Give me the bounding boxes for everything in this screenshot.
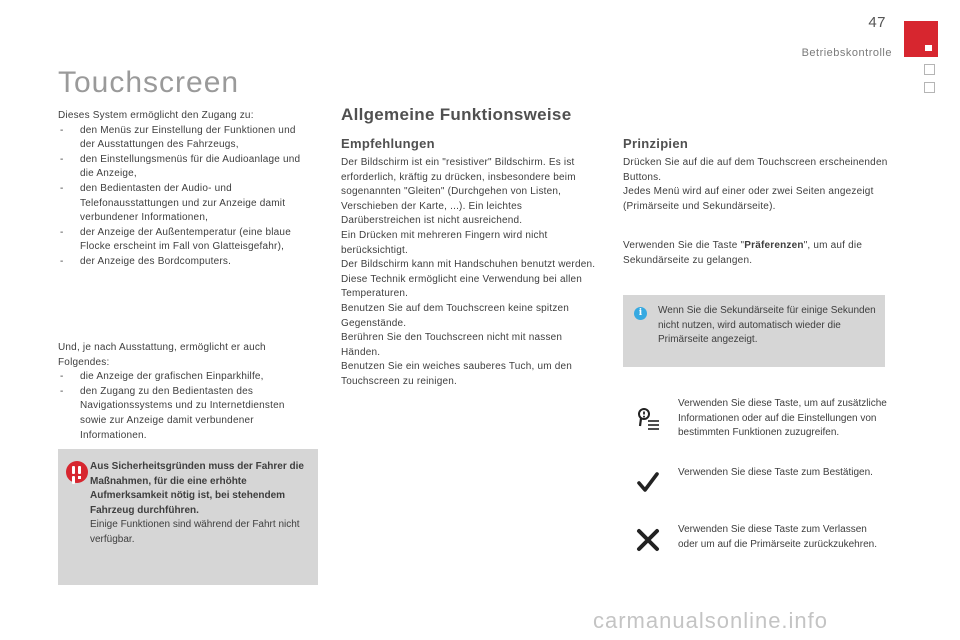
paragraph: Benutzen Sie auf dem Touchscreen keine spitzen Gegenstände. [341,302,570,329]
checkmark-icon [635,470,661,496]
paragraph: Der Bildschirm ist ein "resistiver" Bildschirm. Es ist erforderlich, kräftig zu drücken, insbesondere beim sogenannten "Gleiten" (Durchgehen von Listen, Verschieben der Karte, ...). Ein leichtes Darüberstreichen ist nicht ausreichend. [341,157,576,227]
close-description: Verwenden Sie diese Taste zum Verlassen oder um auf die Primärseite zurückzukehren. [678,524,877,550]
intro-lead: Dieses System ermöglicht den Zugang zu: [58,110,254,121]
list-item: - die Anzeige der grafischen Einparkhilfe, [58,370,313,385]
list-item: - den Zugang zu den Bedientasten des Navigationssystems und zu Internetdiensten sowie zur Anzeige damit verbundener Informationen. [58,385,313,443]
chapter-square-2 [924,82,935,93]
watermark: carmanualsonline.info [593,608,829,633]
section-name: Betriebskontrolle [801,47,892,59]
info-text: Wenn Sie die Sekundärseite für einige Sekunden nicht nutzen, wird automatisch wieder die Primärseite angezeigt. [658,305,876,346]
optional-list [58,370,313,443]
preferences-key: Präferenzen [744,240,804,251]
paragraph: Ein Drücken mit mehreren Fingern wird nicht berücksichtigt. [341,229,548,256]
list-item: - der Anzeige der Außentemperatur (eine blaue Flocke erscheint im Fall von Glatteisgefahr), [58,226,313,255]
intro-list [58,124,313,270]
recommendations-text [341,156,601,390]
chapter-square-1 [924,64,935,75]
paragraph: Benutzen Sie ein weiches sauberes Tuch, um den Touchscreen zu reinigen. [341,361,573,387]
recommendations-heading: Empfehlungen [341,136,435,151]
warning-text: Einige Funktionen sind während der Fahrt nicht verfügbar. [90,519,300,545]
list-item: - den Einstellungsmenüs für die Audioanlage und die Anzeige, [58,153,313,182]
general-heading: Allgemeine Funktionsweise [341,105,572,124]
list-item: - der Anzeige des Bordcomputers. [58,255,313,270]
principles-text [623,156,888,214]
more-info-description: Verwenden Sie diese Taste, um auf zusätzliche Informationen oder auf die Einstellungen von bestimmten Funktionen zuzugreifen. [678,398,887,439]
chapter-tab-marker [925,45,932,51]
paragraph: Der Bildschirm kann mit Handschuhen benutzt werden. Diese Technik ermöglicht eine Verwendung bei allen Temperaturen. [341,259,596,300]
more-info-icon [635,407,661,433]
list-item: - den Bedientasten der Audio- und Telefonausstattungen und zur Anzeige damit verbundener Informationen, [58,182,313,226]
close-icon [635,527,661,553]
preferences-text [623,239,888,268]
info-icon: i [634,307,647,320]
warning-bold-text: Aus Sicherheitsgründen muss der Fahrer die Maßnahmen, für die eine erhöhte Aufmerksamkeit nötig ist, bei stehendem Fahrzeug durchführen. [90,461,304,516]
preferences-after: ", um auf die Sekundärseite zu gelangen. [623,240,863,266]
paragraph: Drücken Sie auf die auf dem Touchscreen erscheinenden Buttons. [623,157,888,183]
list-item: - den Menüs zur Einstellung der Funktionen und der Ausstattungen des Fahrzeugs, [58,124,313,153]
intro-block [58,109,313,270]
page-title: Touchscreen [58,66,240,99]
info-box [623,295,885,367]
paragraph: Jedes Menü wird auf einer oder zwei Seiten angezeigt (Primärseite und Sekundärseite). [623,186,874,212]
warning-box [58,449,318,585]
preferences-before: Verwenden Sie die Taste " [623,240,745,251]
warning-text-block [90,460,310,548]
warning-icon [66,461,88,483]
optional-block [58,341,313,443]
page-number: 47 [868,14,886,31]
confirm-description: Verwenden Sie diese Taste zum Bestätigen. [678,467,873,478]
principles-heading: Prinzipien [623,136,689,151]
optional-lead: Und, je nach Ausstattung, ermöglicht er auch Folgendes: [58,342,266,368]
paragraph: Berühren Sie den Touchscreen nicht mit nassen Händen. [341,332,563,358]
chapter-tab [904,21,938,57]
